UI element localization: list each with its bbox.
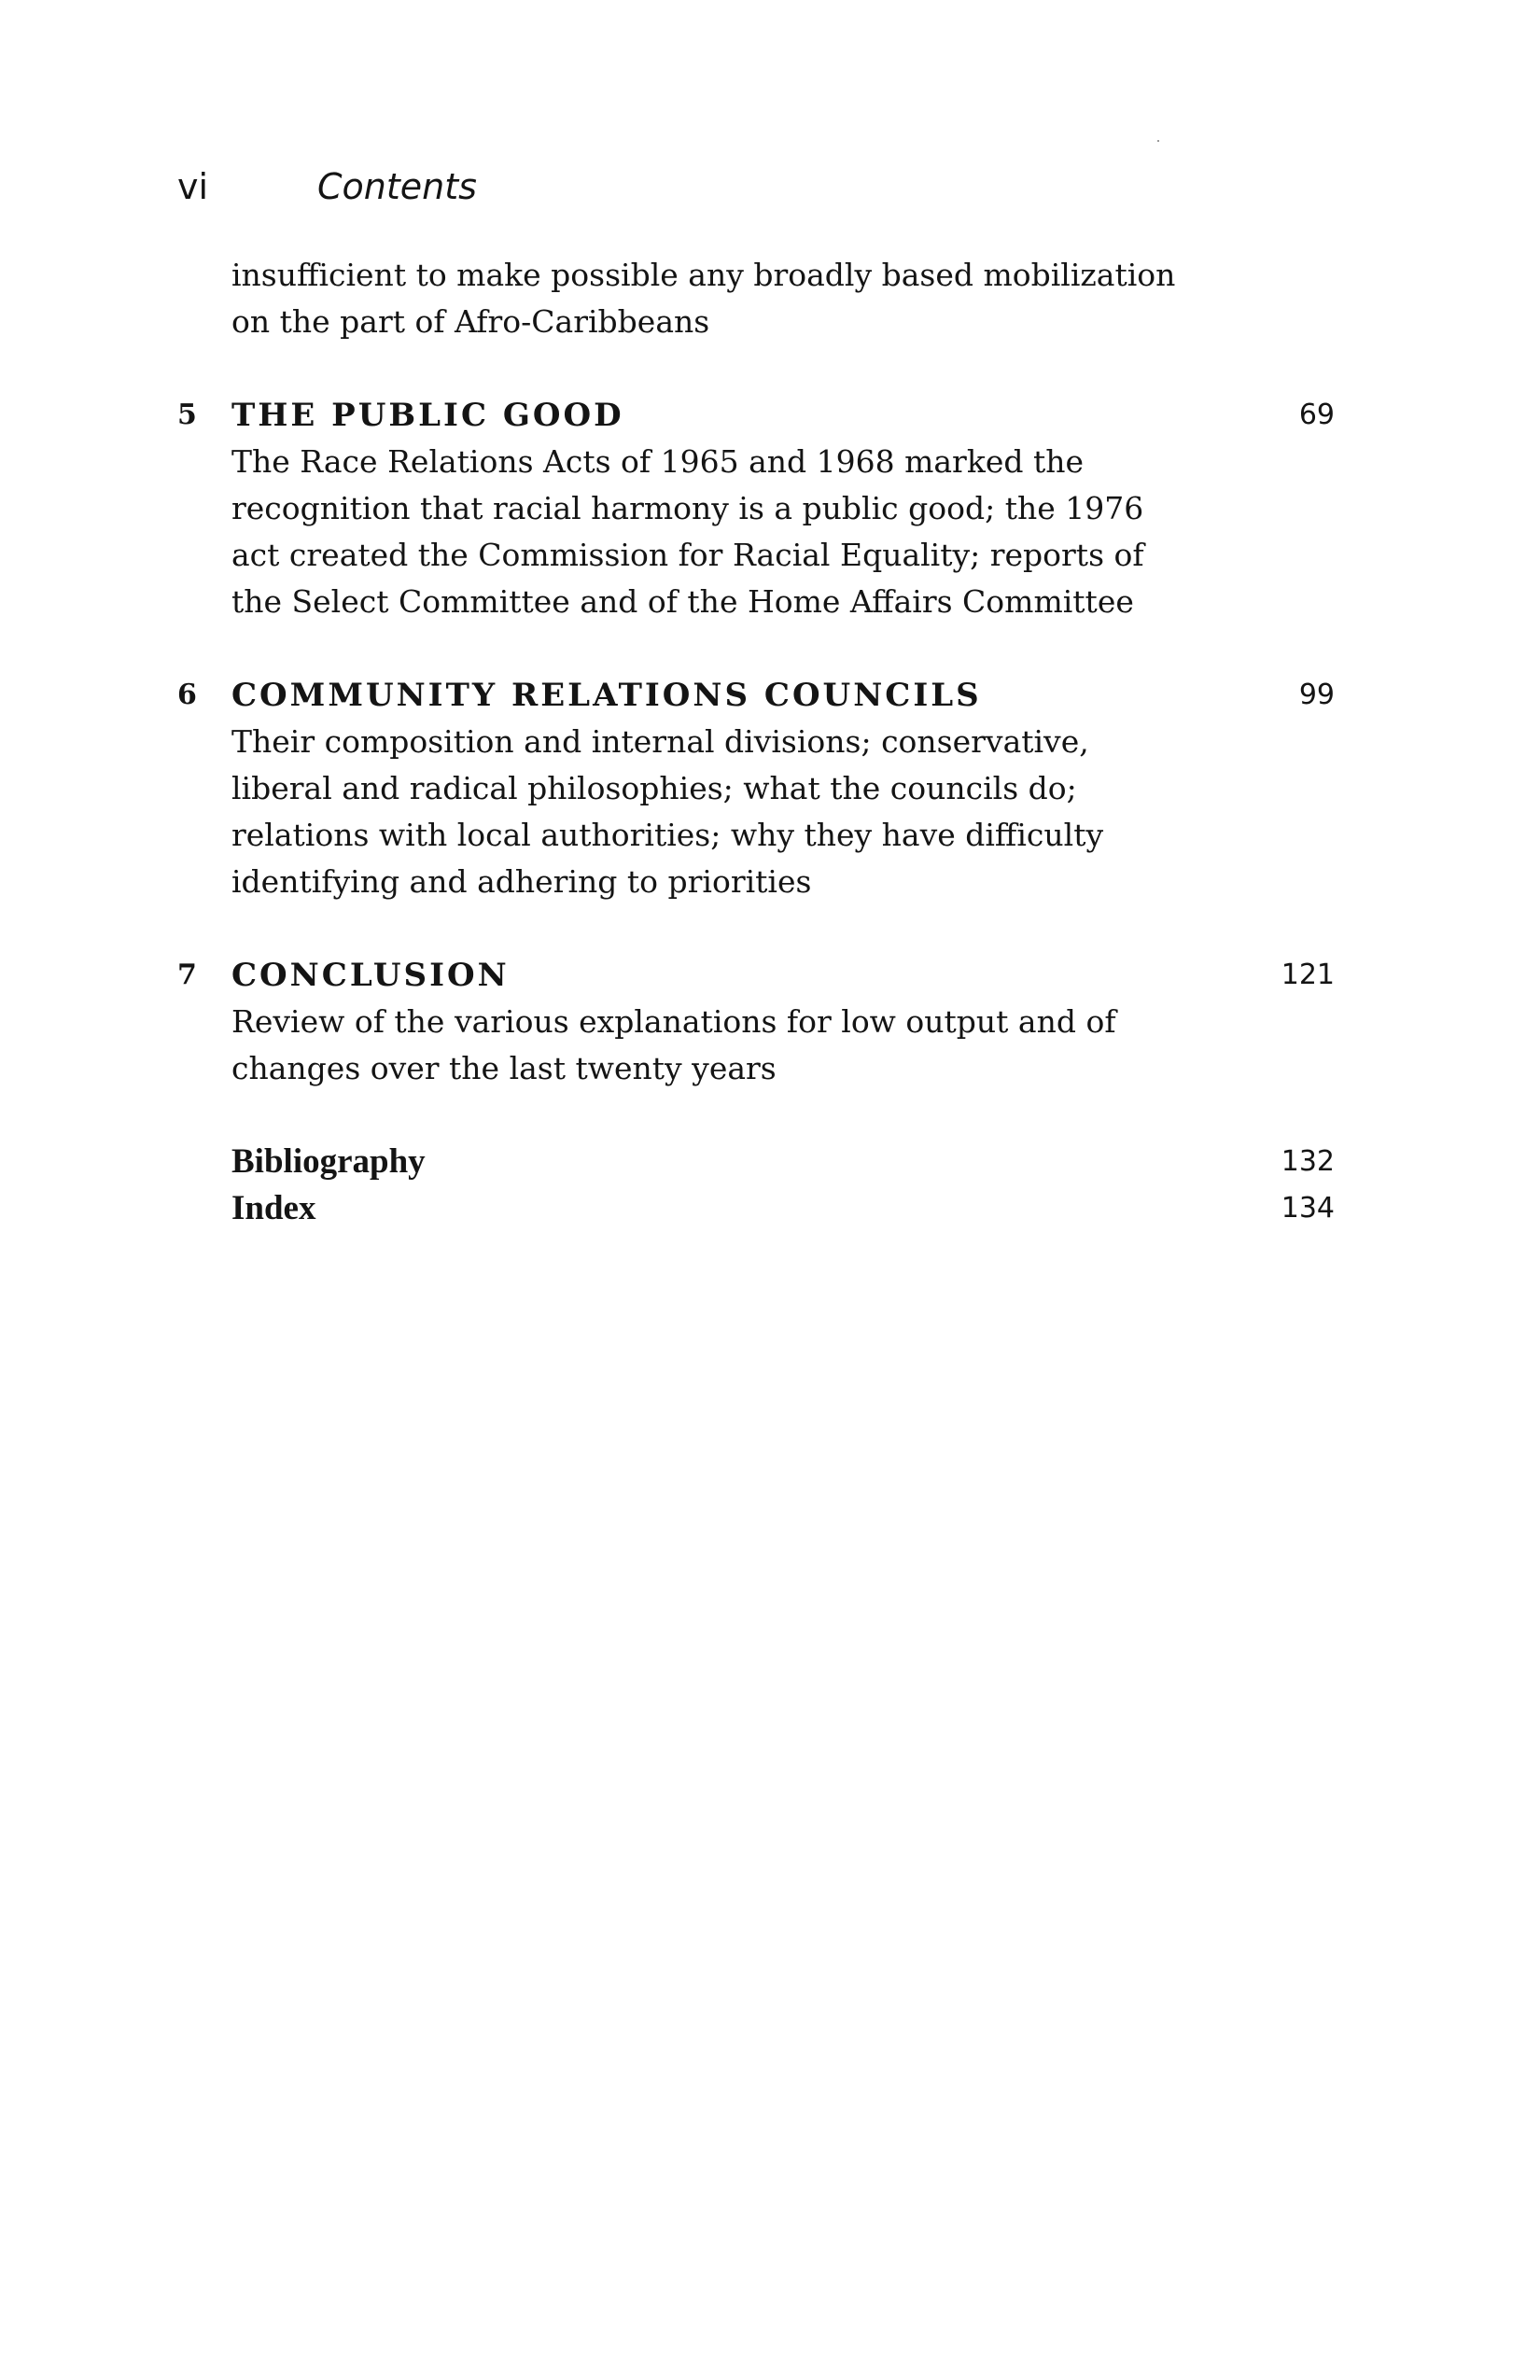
back-matter [177,1139,1335,1232]
toc-entry-bibliography[interactable] [177,1139,1335,1185]
chapter-summary: The Race Relations Acts of 1965 and 1968 marked the recognition that racial harmony is a public good; the 1976 act created the Commission for Racial Equality; reports of the Select Committee and of the Home Affairs Committee [231,443,1144,620]
toc-entry-heading [177,672,1335,719]
chapter-summary: Their composition and internal divisions; conservative, liberal and radical philosophies; what the councils do; relations with local authorities; why they have difficulty identifying and adhering to priorities [231,723,1104,900]
toc-entry-chapter-6[interactable] [177,672,1335,905]
chapter-page-number: 69 [1298,399,1335,431]
chapter-number: 5 [177,399,197,431]
scan-speck [1157,140,1159,142]
chapter-page-number: 121 [1281,959,1335,991]
chapter-number: 7 [177,959,197,991]
table-of-contents [177,252,1335,1232]
toc-entry-heading [177,952,1335,999]
back-matter-title: Index [231,1189,316,1227]
chapter-title: CONCLUSION [231,957,510,994]
running-head-title: Contents [317,166,477,207]
toc-entry-chapter-5[interactable] [177,392,1335,625]
page-folio: vi [177,166,209,207]
toc-entry-index[interactable] [177,1185,1335,1232]
toc-entry-heading [177,392,1335,439]
chapter-title: COMMUNITY RELATIONS COUNCILS [231,677,982,714]
back-matter-page-number: 134 [1281,1192,1335,1225]
running-head [177,166,1297,213]
chapter-title: THE PUBLIC GOOD [231,397,624,434]
chapter-number: 6 [177,679,197,711]
chapter-summary: Review of the various explanations for low output and of changes over the last twenty years [231,1003,1116,1086]
back-matter-title: Bibliography [231,1142,426,1181]
back-matter-page-number: 132 [1281,1145,1335,1178]
toc-entry-chapter-7[interactable] [177,952,1335,1092]
chapter-page-number: 99 [1298,679,1335,711]
continued-summary: insufficient to make possible any broadly based mobilization on the part of Afro-Caribbeans [231,257,1176,340]
